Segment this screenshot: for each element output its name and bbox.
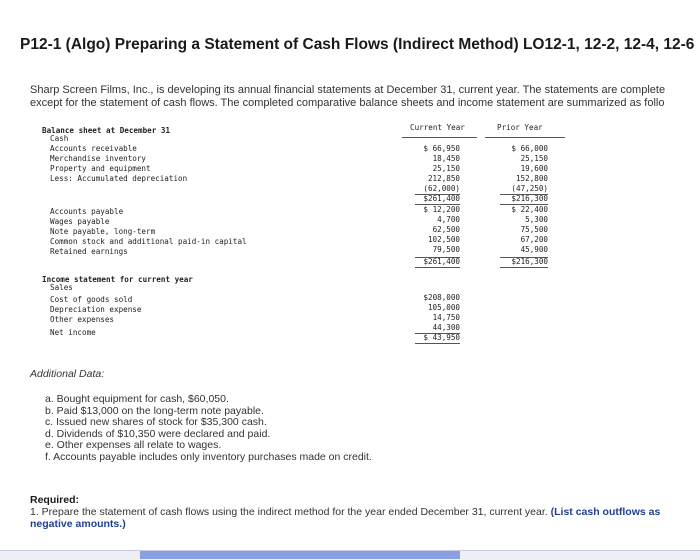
current-value: 62,500 [432, 225, 460, 234]
balance-sheet-heading: Balance sheet at December 31 [42, 126, 171, 135]
current-value: 79,500 [432, 245, 460, 254]
total-liabilities-equity-prior: $216,300 [511, 257, 548, 266]
row-label: Cash [50, 134, 69, 143]
additional-data-list [45, 394, 372, 463]
required-section [30, 494, 660, 530]
bottom-tab-strip[interactable] [140, 551, 460, 559]
list-item: c. Issued new shares of stock for $35,300 cash. [45, 416, 267, 428]
row-label: Sales [50, 283, 73, 292]
row-label: Retained earnings [50, 247, 128, 256]
current-value: $ 66,950 [423, 144, 460, 153]
intro-line: Sharp Screen Films, Inc., is developing its annual financial statements at December 31, current year. The statements are complete [30, 84, 666, 96]
intro-paragraph [30, 84, 665, 110]
required-heading: Required: [30, 494, 80, 506]
prior-value: 19,600 [520, 164, 548, 173]
additional-data-heading: Additional Data: [30, 368, 105, 380]
current-value: $208,000 [423, 293, 460, 302]
prior-value: 25,150 [520, 154, 548, 163]
current-value: 18,450 [432, 154, 460, 163]
prior-value: 45,900 [520, 245, 548, 254]
prior-value: 152,800 [515, 174, 548, 183]
current-value: $ 12,200 [423, 205, 460, 214]
header-rule-current [402, 137, 477, 138]
row-label: Property and equipment [50, 164, 151, 173]
row-label: Note payable, long-term [50, 227, 156, 236]
header-rule-prior [485, 137, 565, 138]
list-item: b. Paid $13,000 on the long-term note payable. [45, 404, 264, 417]
current-value: 212,850 [427, 174, 460, 183]
current-value: 44,300 [432, 323, 460, 332]
current-value: 14,750 [432, 313, 460, 322]
current-value: 4,700 [437, 215, 460, 224]
total-assets-prior: $216,300 [511, 194, 548, 203]
list-item: d. Dividends of $10,350 were declared and paid. [45, 427, 271, 440]
intro-line: except for the statement of cash flows. The completed comparative balance sheets and income statement are summarized as follo [30, 97, 665, 109]
row-label: Merchandise inventory [50, 154, 147, 163]
prior-value: 75,500 [520, 225, 548, 234]
prior-value: (47,250) [511, 184, 548, 193]
current-value: 102,500 [427, 235, 460, 244]
required-emphasis: (List cash outflows as [550, 506, 661, 518]
net-income-value: $ 43,950 [423, 333, 460, 342]
net-income-double-rule [415, 343, 460, 344]
prior-value: $ 22,400 [511, 205, 548, 214]
row-label: Less: Accumulated depreciation [50, 174, 188, 183]
total-rule-current [415, 267, 460, 268]
column-header-prior: Prior Year [497, 123, 543, 132]
total-rule-prior [500, 267, 548, 268]
list-item: a. Bought equipment for cash, $60,050. [45, 393, 229, 405]
income-statement-heading: Income statement for current year [42, 275, 193, 284]
required-instruction: 1. Prepare the statement of cash flows using the indirect method for the year ended December 31, current year. [30, 506, 548, 518]
current-value: (62,000) [423, 184, 460, 193]
prior-value: 5,300 [525, 215, 548, 224]
row-label: Depreciation expense [50, 305, 142, 314]
page-title: P12-1 (Algo) Preparing a Statement of Cash Flows (Indirect Method) LO12-1, 12-2, 12-4, 12-6 [20, 36, 695, 53]
current-value: 25,150 [432, 164, 460, 173]
list-item: e. Other expenses all relate to wages. [45, 439, 222, 451]
row-label: Net income [50, 328, 96, 337]
row-label: Wages payable [50, 217, 110, 226]
prior-value: $ 66,000 [511, 144, 548, 153]
row-label: Accounts receivable [50, 144, 137, 153]
row-label: Cost of goods sold [50, 295, 133, 304]
current-value: 105,000 [427, 303, 460, 312]
row-label: Accounts payable [50, 207, 124, 216]
required-emphasis-continued: negative amounts.) [30, 518, 126, 530]
total-liabilities-equity-current: $261,400 [423, 257, 460, 266]
row-label: Other expenses [50, 315, 115, 324]
comparative-statements-table [30, 115, 575, 350]
column-header-current: Current Year [410, 123, 465, 132]
list-item: f. Accounts payable includes only inventory purchases made on credit. [45, 450, 372, 463]
prior-value: 67,200 [520, 235, 548, 244]
row-label: Common stock and additional paid-in capital [50, 237, 247, 246]
total-assets-current: $261,400 [423, 194, 460, 203]
